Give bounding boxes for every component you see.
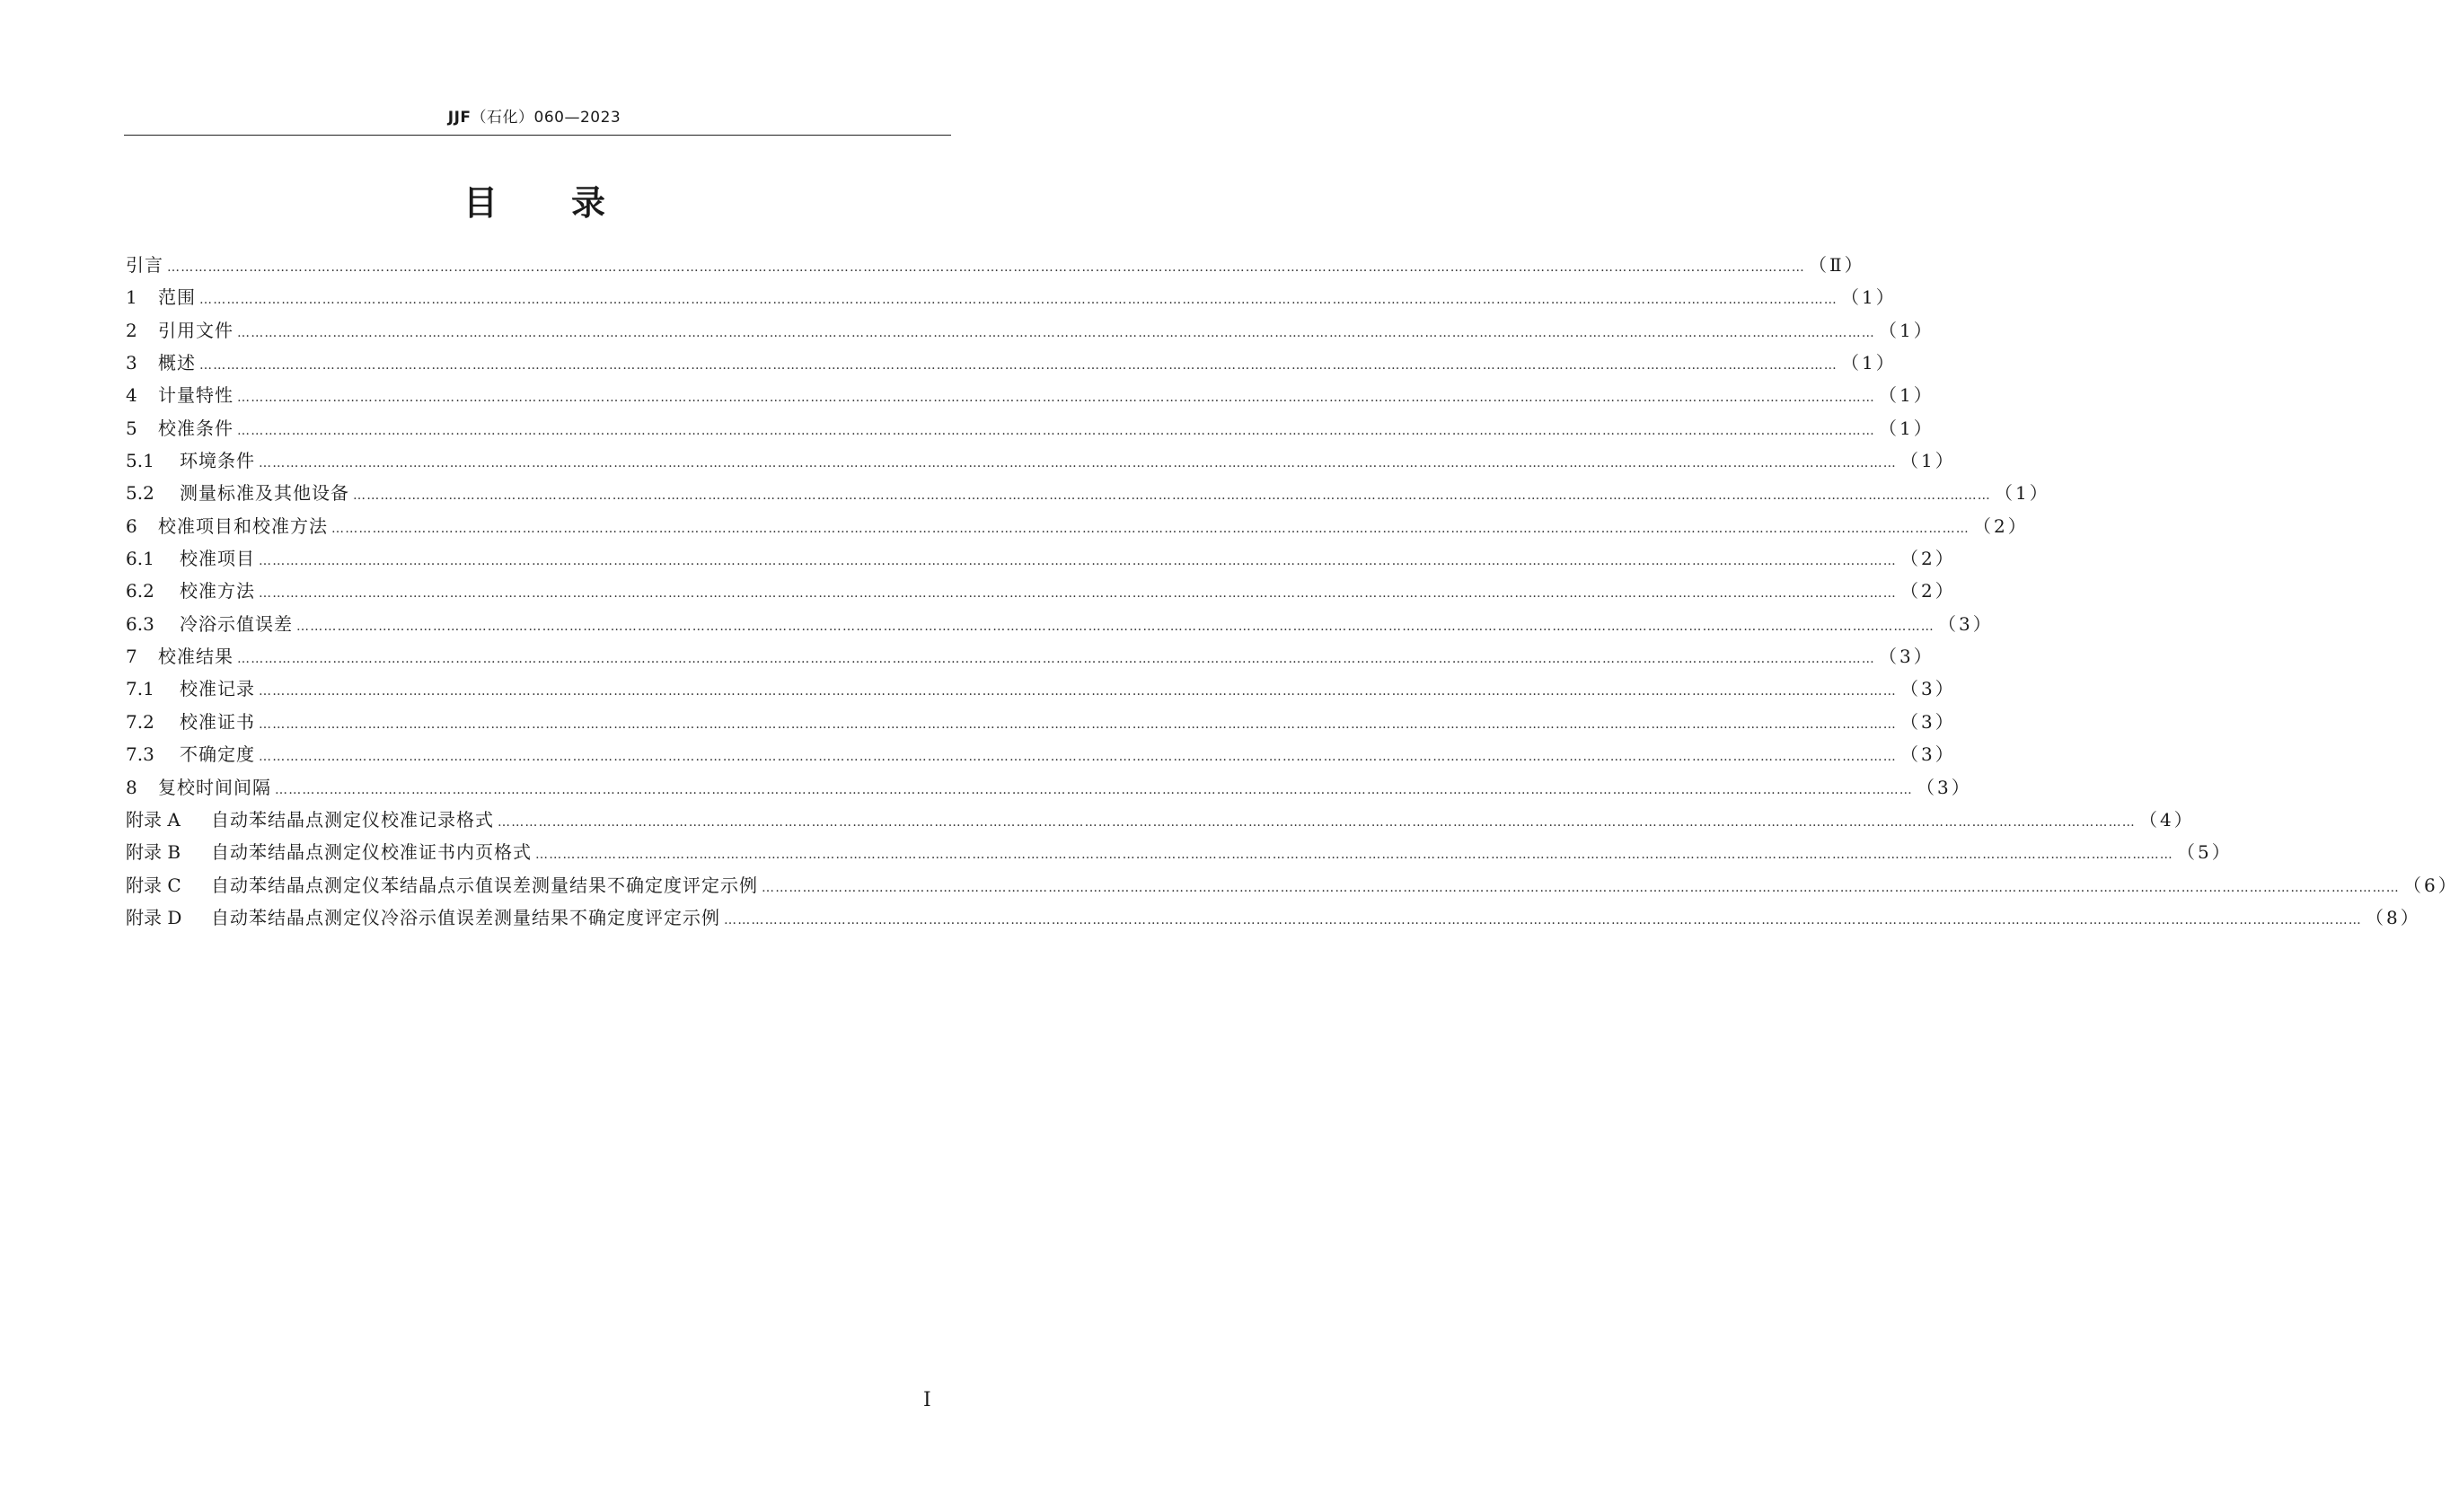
- toc-entry-number: 6.2: [126, 580, 154, 602]
- toc-entry-page: （2）: [1900, 580, 1956, 602]
- toc-entry-label: 范围: [158, 286, 196, 309]
- toc-entry-label: 自动苯结晶点测定仪校准证书内页格式: [211, 841, 532, 864]
- toc-leader-dots: ………………………………………………………………………………………………………………………………………………………………………………………………………………………………………………………………………………………………………………………………: [762, 880, 2400, 895]
- toc-entry-6-3[interactable]: [126, 608, 1994, 640]
- toc-entry-4[interactable]: [126, 379, 1935, 411]
- toc-entry-number: 6: [126, 514, 137, 537]
- toc-leader-dots: ………………………………………………………………………………………………………………………………………………………………………………………………………………………………………………………………………………………………………………………………: [724, 912, 2362, 927]
- table-of-contents: [126, 249, 2459, 934]
- toc-entry-label: 校准记录: [180, 678, 255, 700]
- toc-entry-page: （1）: [1900, 450, 1956, 472]
- toc-leader-dots: ………………………………………………………………………………………………………………………………………………………………………………………………………………………………………………………………………………………………………………………………: [237, 325, 1875, 340]
- toc-entry-7[interactable]: [126, 640, 1935, 672]
- toc-entry-label: 校准项目: [180, 548, 255, 570]
- running-header: [0, 104, 1069, 127]
- toc-entry-5[interactable]: [126, 412, 1935, 444]
- toc-entry-page: （1）: [1841, 286, 1897, 309]
- toc-entry-number: 6.1: [126, 548, 154, 570]
- toc-leader-dots: ………………………………………………………………………………………………………………………………………………………………………………………………………………………………………………………………………………………………………………………………: [237, 391, 1875, 406]
- toc-entry-appendix-a[interactable]: [126, 804, 2195, 836]
- toc-entry-page: （3）: [1938, 612, 1994, 635]
- toc-entry-label: 不确定度: [180, 743, 255, 766]
- toc-entry-label: 概述: [158, 352, 196, 374]
- toc-entry-page: （3）: [1900, 710, 1956, 733]
- toc-entry-6-2[interactable]: [126, 575, 1956, 607]
- toc-entry-number: 7.3: [126, 743, 154, 766]
- toc-leader-dots: ………………………………………………………………………………………………………………………………………………………………………………………………………………………………………………………………………………………………………………………………: [275, 782, 1913, 797]
- toc-entry-page: （3）: [1879, 646, 1935, 668]
- toc-leader-dots: ………………………………………………………………………………………………………………………………………………………………………………………………………………………………………………………………………………………………………………………………: [259, 716, 1897, 732]
- toc-entry-label: 计量特性: [158, 384, 234, 407]
- toc-entry-number: 5: [126, 417, 137, 439]
- toc-leader-dots: ………………………………………………………………………………………………………………………………………………………………………………………………………………………………………………………………………………………………………………………………: [237, 423, 1875, 438]
- toc-entry-8[interactable]: [126, 771, 1972, 804]
- toc-entry-label: 复校时间间隔: [158, 776, 271, 798]
- toc-entry-page: （1）: [1879, 384, 1935, 407]
- toc-leader-dots: ………………………………………………………………………………………………………………………………………………………………………………………………………………………………………………………………………………………………………………………………: [353, 488, 1991, 504]
- header-standard-number: （石化）060—2023: [471, 109, 621, 127]
- toc-entry-label: 校准结果: [158, 646, 234, 668]
- toc-entry-label: 冷浴示值误差: [180, 612, 293, 635]
- toc-entry-number: 附录 A: [126, 808, 181, 831]
- toc-entry-label: 自动苯结晶点测定仪校准记录格式: [211, 808, 494, 831]
- toc-entry-page: （5）: [2177, 841, 2233, 864]
- toc-entry-number: 附录 B: [126, 841, 181, 864]
- toc-entry-1[interactable]: [126, 281, 1897, 313]
- toc-entry-7-2[interactable]: [126, 706, 1956, 738]
- toc-entry-3[interactable]: [126, 347, 1897, 379]
- toc-leader-dots: ………………………………………………………………………………………………………………………………………………………………………………………………………………………………………………………………………………………………………………………………: [331, 521, 1970, 536]
- toc-leader-dots: ………………………………………………………………………………………………………………………………………………………………………………………………………………………………………………………………………………………………………………………………: [259, 456, 1897, 471]
- toc-entry-number: 7: [126, 646, 137, 668]
- toc-entry-appendix-c[interactable]: [126, 869, 2459, 901]
- toc-entry-page: （Ⅱ）: [1809, 254, 1865, 276]
- toc-leader-dots: ………………………………………………………………………………………………………………………………………………………………………………………………………………………………………………………………………………………………………………………………: [259, 586, 1897, 602]
- header-standard-prefix: JJF: [447, 109, 472, 127]
- toc-entry-number: 6.3: [126, 612, 154, 635]
- toc-entry-appendix-b[interactable]: [126, 836, 2233, 868]
- toc-entry-label: 自动苯结晶点测定仪冷浴示值误差测量结果不确定度评定示例: [211, 906, 720, 928]
- toc-entry-6-1[interactable]: [126, 542, 1956, 575]
- page-number: Ⅰ: [923, 1389, 931, 1411]
- toc-entry-number: 5.2: [126, 482, 154, 505]
- toc-entry-number: 4: [126, 384, 137, 407]
- toc-entry-page: （3）: [1900, 678, 1956, 700]
- toc-leader-dots: ………………………………………………………………………………………………………………………………………………………………………………………………………………………………………………………………………………………………………………………………: [259, 750, 1897, 765]
- toc-entry-number: 7.1: [126, 678, 154, 700]
- toc-entry-page: （1）: [1841, 352, 1897, 374]
- toc-entry-7-3[interactable]: [126, 738, 1956, 770]
- toc-entry-number: 附录 D: [126, 906, 182, 928]
- toc-leader-dots: ………………………………………………………………………………………………………………………………………………………………………………………………………………………………………………………………………………………………………………………………: [259, 554, 1897, 569]
- toc-entry-number: 5.1: [126, 450, 154, 472]
- toc-entry-page: （1）: [1879, 417, 1935, 439]
- toc-entry-page: （8）: [2366, 906, 2421, 928]
- toc-entry-label: 自动苯结晶点测定仪苯结晶点示值误差测量结果不确定度评定示例: [211, 874, 758, 896]
- toc-leader-dots: ………………………………………………………………………………………………………………………………………………………………………………………………………………………………………………………………………………………………………………………………: [167, 260, 1805, 275]
- toc-entry-number: 7.2: [126, 710, 154, 733]
- toc-leader-dots: ………………………………………………………………………………………………………………………………………………………………………………………………………………………………………………………………………………………………………………………………: [259, 684, 1897, 699]
- toc-entry-page: （3）: [1917, 776, 1972, 798]
- toc-entry-page: （1）: [1995, 482, 2050, 505]
- toc-entry-page: （6）: [2403, 874, 2459, 896]
- toc-entry-label: 校准条件: [158, 417, 234, 439]
- toc-entry-foreword[interactable]: [126, 249, 1865, 281]
- toc-entry-page: （1）: [1879, 319, 1935, 341]
- header-rule: [124, 135, 951, 136]
- toc-entry-number: 1: [126, 286, 137, 309]
- toc-leader-dots: ………………………………………………………………………………………………………………………………………………………………………………………………………………………………………………………………………………………………………………………………: [535, 848, 2173, 863]
- toc-entry-number: 8: [126, 776, 137, 798]
- toc-entry-label: 引言: [126, 254, 163, 276]
- page-title: [0, 175, 1069, 224]
- toc-entry-6[interactable]: [126, 510, 2029, 542]
- toc-entry-label: 校准方法: [180, 580, 255, 602]
- page-title-char-1: 目: [463, 183, 498, 223]
- toc-entry-appendix-d[interactable]: [126, 901, 2421, 934]
- toc-entry-page: （4）: [2139, 808, 2195, 831]
- toc-entry-label: 引用文件: [158, 319, 234, 341]
- toc-entry-page: （2）: [1900, 548, 1956, 570]
- toc-entry-number: 3: [126, 352, 137, 374]
- toc-leader-dots: ………………………………………………………………………………………………………………………………………………………………………………………………………………………………………………………………………………………………………………………………: [498, 814, 2136, 830]
- toc-entry-5-2[interactable]: [126, 477, 2050, 509]
- toc-entry-page: （3）: [1900, 743, 1956, 766]
- toc-leader-dots: ………………………………………………………………………………………………………………………………………………………………………………………………………………………………………………………………………………………………………………………………: [199, 293, 1838, 308]
- toc-leader-dots: ………………………………………………………………………………………………………………………………………………………………………………………………………………………………………………………………………………………………………………………………: [237, 652, 1875, 667]
- toc-entry-2[interactable]: [126, 314, 1935, 347]
- toc-leader-dots: ………………………………………………………………………………………………………………………………………………………………………………………………………………………………………………………………………………………………………………………………: [199, 358, 1838, 374]
- page-title-char-2: 录: [570, 183, 605, 223]
- toc-entry-number: 2: [126, 319, 137, 341]
- toc-leader-dots: ………………………………………………………………………………………………………………………………………………………………………………………………………………………………………………………………………………………………………………………………: [296, 619, 1935, 634]
- toc-entry-page: （2）: [1973, 514, 2029, 537]
- toc-entry-label: 测量标准及其他设备: [180, 482, 349, 505]
- toc-entry-label: 环境条件: [180, 450, 255, 472]
- toc-entry-label: 校准证书: [180, 710, 255, 733]
- toc-entry-7-1[interactable]: [126, 672, 1956, 705]
- toc-entry-number: 附录 C: [126, 874, 181, 896]
- toc-entry-label: 校准项目和校准方法: [158, 514, 328, 537]
- toc-entry-5-1[interactable]: [126, 444, 1956, 477]
